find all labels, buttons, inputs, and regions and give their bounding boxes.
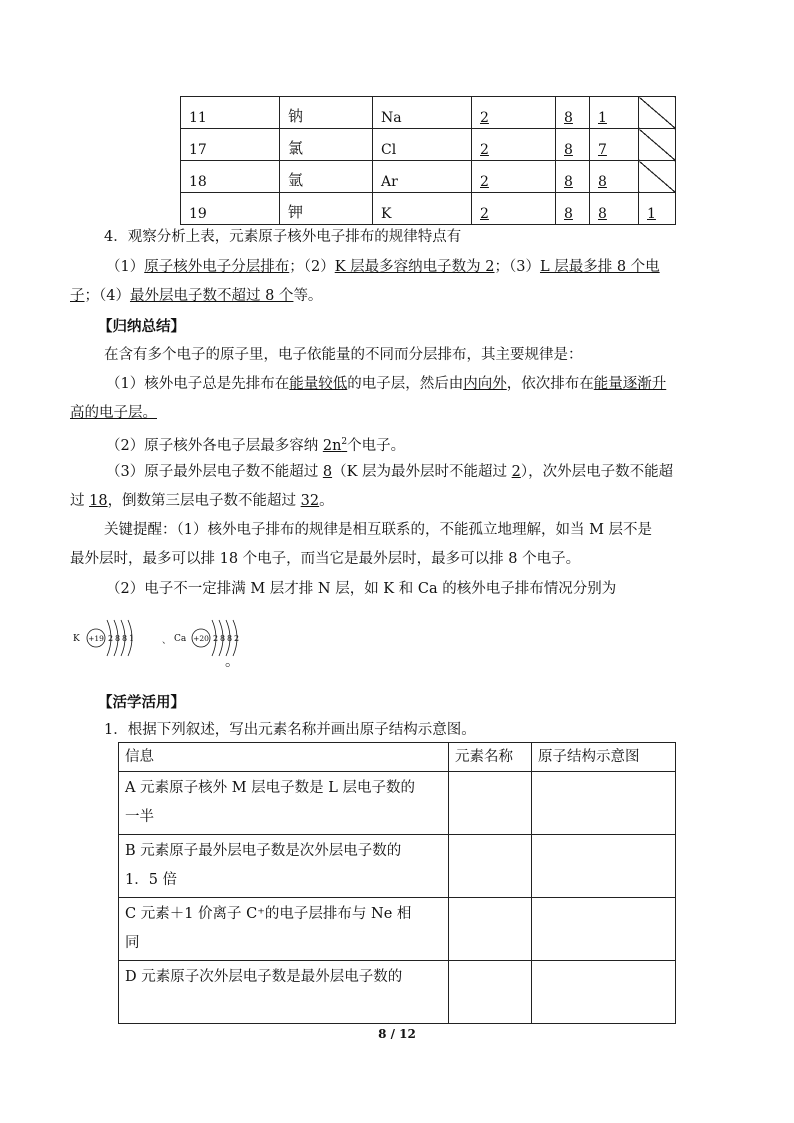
element-name-answer-cell[interactable] [449, 772, 532, 835]
element-row [181, 97, 676, 129]
element-cell-z: 11 [181, 97, 280, 129]
practice-row [119, 898, 676, 961]
practice-info-cell [119, 835, 449, 898]
info-line: 1．5 倍 [125, 872, 178, 888]
q4-answer-line2: 子；（4）最外层电子数不超过 8 个等。 [70, 288, 323, 304]
practice-info-cell [119, 772, 449, 835]
k-shell-count: 8 [115, 634, 121, 643]
tip-line2: 最外层时，最多可以排 18 个电子，而当它是最外层时，最多可以排 8 个电子。 [70, 551, 581, 567]
summary-intro: 在含有多个电子的原子里，电子依能量的不同而分层排布，其主要规律是： [104, 347, 583, 363]
practice-header-cell: 元素名称 [449, 743, 532, 772]
element-cell-symbol: K [373, 193, 472, 225]
info-line: C 元素＋1 价离子 C⁺的电子层排布与 Ne 相 [125, 906, 412, 922]
q4-answer-1: 原子核外电子分层排布 [144, 259, 290, 275]
ca-nucleus: +20 [193, 634, 209, 643]
practice-q1: 1．根据下列叙述，写出元素名称并画出原子结构示意图。 [104, 722, 476, 738]
element-cell-z: 17 [181, 129, 280, 161]
element-cell-l: 8 [556, 97, 590, 129]
element-name-answer-cell[interactable] [449, 961, 532, 1024]
element-row [181, 161, 676, 193]
element-row [181, 193, 676, 225]
summary-heading: 【归纳总结】 [98, 318, 185, 335]
element-cell-symbol: Cl [373, 129, 472, 161]
structure-diagram-answer-cell[interactable] [532, 898, 676, 961]
element-cell-l: 8 [556, 161, 590, 193]
info-line: 同 [125, 935, 140, 951]
separator: 、 [162, 636, 172, 646]
element-cell-n [639, 129, 676, 161]
tip-line1: 关键提醒：（1）核外电子排布的规律是相互联系的，不能孤立地理解，如当 M 层不是 [104, 522, 653, 538]
element-row [181, 129, 676, 161]
practice-row [119, 961, 676, 1024]
structure-diagram-answer-cell[interactable] [532, 772, 676, 835]
k-shell-count: 2 [108, 634, 114, 643]
element-cell-k: 2 [472, 161, 556, 193]
ca-label: Ca [174, 634, 187, 644]
element-name-answer-cell[interactable] [449, 898, 532, 961]
rule-1-cont: 高的电子层。 [70, 405, 157, 421]
practice-table [118, 742, 676, 1024]
element-cell-k: 2 [472, 193, 556, 225]
rule-2: （2）原子核外各电子层最多容纳 $2n^2$个电子。 [106, 437, 406, 454]
k-shell-count: 1 [129, 634, 135, 643]
element-name-answer-cell[interactable] [449, 835, 532, 898]
element-cell-n [639, 161, 676, 193]
q4-answer-3: L 层最多排 8 个电 [539, 259, 660, 275]
element-cell-n [639, 97, 676, 129]
practice-info-cell [119, 961, 449, 1024]
element-cell-name: 钾 [280, 193, 373, 225]
rule-3-cont: 过 18，倒数第三层电子数不能超过 32。 [70, 493, 334, 509]
element-cell-k: 2 [472, 97, 556, 129]
ca-shell-count: 2 [234, 634, 240, 643]
practice-header-cell: 原子结构示意图 [532, 743, 676, 772]
k-shell-count: 8 [122, 634, 128, 643]
practice-heading: 【活学活用】 [98, 694, 185, 711]
practice-header-cell: 信息 [119, 743, 449, 772]
element-cell-m: 7 [590, 129, 639, 161]
element-cell-z: 18 [181, 161, 280, 193]
element-cell-k: 2 [472, 129, 556, 161]
info-line: A 元素原子核外 M 层电子数是 L 层电子数的 [125, 780, 415, 796]
element-cell-name: 氩 [280, 161, 373, 193]
atom-structure-diagrams [70, 612, 250, 672]
q4-answer-2: K 层最多容纳电子数为 2 [334, 259, 495, 275]
diagram-end: 。 [225, 654, 240, 670]
ca-shell-count: 8 [227, 634, 233, 643]
practice-header-row [119, 743, 676, 772]
practice-row [119, 835, 676, 898]
info-line: D 元素原子次外层电子数是最外层电子数的 [125, 969, 403, 985]
element-cell-name: 钠 [280, 97, 373, 129]
element-cell-symbol: Na [373, 97, 472, 129]
structure-diagram-answer-cell[interactable] [532, 961, 676, 1024]
ca-shell-count: 8 [220, 634, 226, 643]
tip-line3: （2）电子不一定排满 M 层才排 N 层，如 K 和 Ca 的核外电子排布情况分别为 [106, 581, 617, 597]
page-number: 8 / 12 [378, 1027, 416, 1041]
element-cell-l: 8 [556, 129, 590, 161]
k-label: K [73, 634, 80, 644]
element-cell-n: 1 [639, 193, 676, 225]
rule-1: （1）核外电子总是先排布在能量较低的电子层，然后由内向外，依次排布在能量逐渐升 [106, 376, 667, 392]
ca-shell-count: 2 [213, 634, 219, 643]
element-cell-z: 19 [181, 193, 280, 225]
k-nucleus: +19 [88, 634, 104, 643]
element-cell-m: 8 [590, 161, 639, 193]
element-cell-m: 8 [590, 193, 639, 225]
practice-row [119, 772, 676, 835]
practice-info-cell [119, 898, 449, 961]
q4-answer-4: 最外层电子数不超过 8 个 [129, 288, 294, 304]
info-line: B 元素原子最外层电子数是次外层电子数的 [125, 843, 402, 859]
element-cell-m: 1 [590, 97, 639, 129]
rule-3: （3）原子最外层电子数不能超过 8（K 层为最外层时不能超过 2），次外层电子数不能超 [106, 464, 674, 480]
q4-title: 4．观察分析上表，元素原子核外电子排布的规律特点有 [104, 229, 462, 245]
element-cell-name: 氯 [280, 129, 373, 161]
element-electron-table [180, 96, 676, 225]
info-line: 一半 [125, 809, 154, 825]
element-cell-symbol: Ar [373, 161, 472, 193]
structure-diagram-answer-cell[interactable] [532, 835, 676, 898]
q4-answer-line1: （1）原子核外电子分层排布；（2）K 层最多容纳电子数为 2；（3）L 层最多排 8 个电 [106, 259, 660, 275]
element-cell-l: 8 [556, 193, 590, 225]
